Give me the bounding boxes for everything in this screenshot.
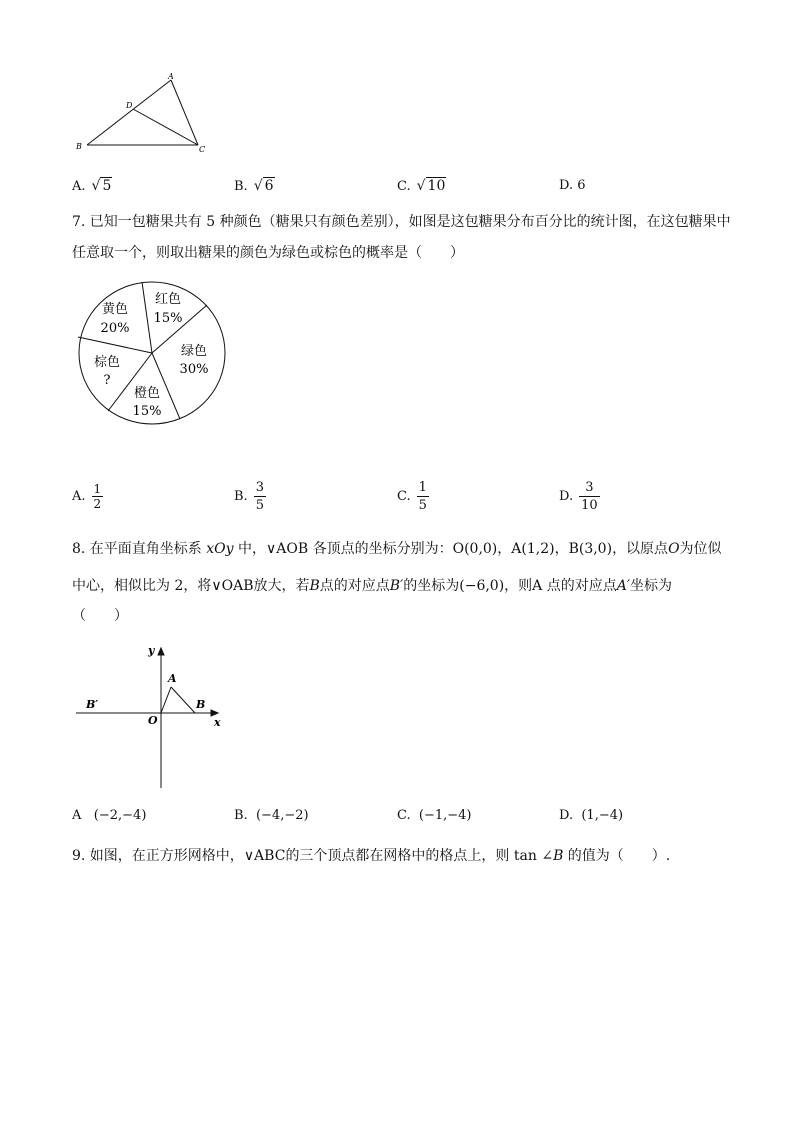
coordinate-figure [72,640,232,792]
q7-text-line2: 任意取一个，则取出糖果的颜色为绿色或棕色的概率是（ ） [72,245,464,261]
axis-x-label: x [214,716,221,729]
point-b-label: B [196,698,206,711]
slice-yellow-name: 黄色 [101,302,129,317]
option-letter: B. [234,489,248,504]
option-letter: C. [397,179,411,194]
slice-brown-name: 棕色 [93,355,121,370]
sqrt-icon: √ [253,178,263,194]
option-value: (−4,−2) [255,808,309,823]
option-letter: A. [72,489,86,504]
slice-yellow-value: 20% [100,321,130,336]
q8-text-line2: 中心，相似比为 2，将∨OAB放大，若B点的对应点B′的坐标为(−6,0)，则A 点的对应点A′坐标为 [72,578,673,594]
axis-y-label: y [148,644,155,657]
slice-green-name: 绿色 [180,344,208,359]
q8-text-line3: （ ） [72,608,128,624]
option-letter: A. [72,179,86,194]
q7-option-d[interactable] [559,479,600,514]
pie-chart [74,281,230,429]
sqrt-icon: √ [91,178,101,194]
radicand: 10 [427,178,446,194]
q7-option-a[interactable] [72,482,103,511]
fraction: $\frac{3}{10}$ [581,480,598,513]
q8-text-line1: 8. 在平面直角坐标系 xOy 中，∨AOB 各顶点的坐标分别为：O(0,0)，A(1,2)，B(3,0)，以原点O为位似 [72,541,722,557]
option-letter: C. [397,489,411,504]
option-letter: C. [397,808,411,823]
option-letter: B. [234,808,248,823]
q8-option-b[interactable] [234,808,309,824]
q8-option-d[interactable] [559,808,623,824]
label-a: A [168,72,174,81]
option-letter: D. [559,489,574,504]
option-value: (−2,−4) [93,808,147,823]
triangle-figure [70,70,220,160]
radicand: 5 [102,178,112,194]
slice-orange-value: 15% [132,404,162,419]
q7-option-b[interactable] [234,479,266,514]
option-letter: A [72,808,82,823]
fraction: $\frac{1}{5}$ [418,480,427,513]
radicand: 6 [264,178,274,194]
slice-green-value: 30% [179,362,209,377]
q8-option-c[interactable] [397,808,472,824]
slice-brown-value: ? [103,373,111,388]
q9-text: 9. 如图，在正方形网格中，∨ABC的三个顶点都在网格中的格点上，则 tan ∠B 的值为（ ）. [72,848,671,864]
option-value: (−1,−4) [418,808,472,823]
sqrt-icon: √ [416,178,426,194]
fraction: $\frac{3}{5}$ [255,480,264,513]
option-letter: B. [234,179,248,194]
point-a-label: A [168,672,177,685]
option-value: 6 [577,178,586,193]
q6-option-a[interactable] [72,178,112,195]
option-letter: D. [559,178,574,193]
slice-red-value: 15% [153,311,183,326]
label-b: B [76,142,82,151]
q6-option-c[interactable] [397,178,446,195]
point-bprime-label: B′ [86,698,99,711]
slice-red-name: 红色 [154,292,182,307]
q6-option-b[interactable] [234,178,275,195]
option-letter: D. [559,808,574,823]
slice-orange-name: 橙色 [133,386,161,401]
fraction: $\frac{1}{2}$ [93,482,102,511]
label-d: D [126,101,133,110]
option-value: (1,−4) [581,808,624,823]
q7-text-line1: 7. 已知一包糖果共有 5 种颜色（糖果只有颜色差别），如图是这包糖果分布百分比的统计图，在这包糖果中 [72,214,731,230]
origin-label: O [148,714,158,727]
q6-option-d[interactable] [559,178,586,194]
q7-option-c[interactable] [397,479,429,514]
q8-option-a[interactable] [72,808,146,824]
label-c: C [199,145,206,154]
